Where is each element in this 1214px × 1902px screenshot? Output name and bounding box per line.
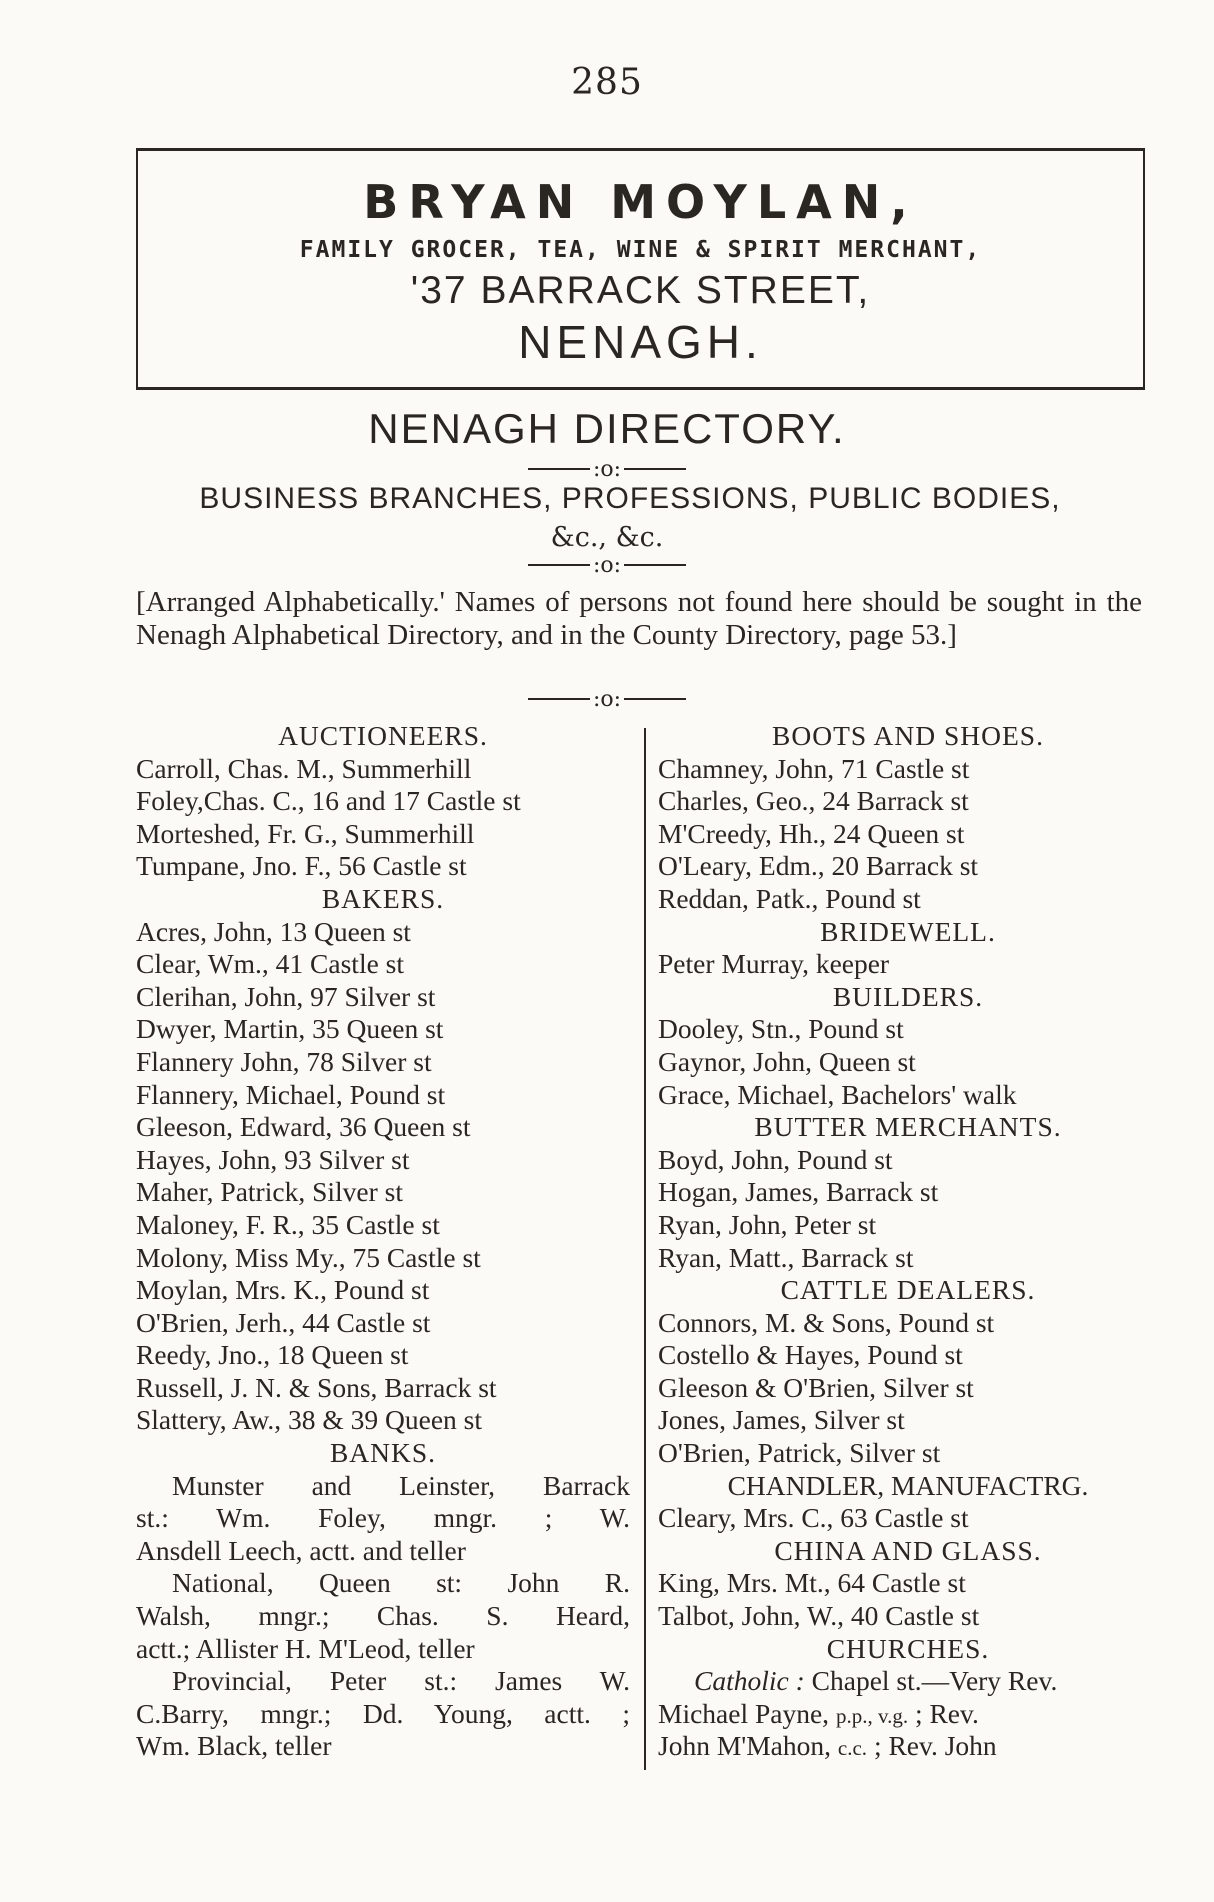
advert-trade: FAMILY GROCER, TEA, WINE & SPIRIT MERCHANT,	[299, 237, 982, 263]
list-item: Carroll, Chas. M., Summerhill	[136, 752, 472, 784]
list-item: Costello & Hayes, Pound st	[658, 1339, 963, 1371]
arrangement-note: [Arranged Alphabetically.' Names of persons not found here should be sought in the Nenagh Alphabetical Directory, and in the County Directory, page 53.]	[136, 586, 1142, 651]
churches-text: Chapel st.—Very Rev.	[804, 1665, 1058, 1697]
directory-subtitle-cont: &c., &c.	[550, 522, 664, 553]
list-item: Hogan, James, Barrack st	[658, 1176, 939, 1208]
list-item: O'Brien, Jerh., 44 Castle st	[136, 1306, 431, 1338]
list-item: Slattery, Aw., 38 & 39 Queen st	[136, 1404, 483, 1436]
list-item: Reddan, Patk., Pound st	[658, 882, 921, 914]
list-item: Grace, Michael, Bachelors' walk	[658, 1078, 1017, 1110]
column-divider	[644, 728, 646, 1770]
list-item: Hayes, John, 93 Silver st	[136, 1143, 410, 1175]
list-item: Acres, John, 13 Queen st	[136, 915, 411, 947]
paragraph-line: Munster and Leinster, Barrack	[172, 1469, 630, 1501]
section-heading: BAKERS.	[321, 882, 445, 914]
paragraph-line	[658, 1665, 1158, 1698]
left-column	[136, 720, 630, 1763]
paragraph-line: Walsh, mngr.; Chas. S. Heard,	[136, 1600, 630, 1632]
churches-text: Michael Payne,	[658, 1697, 836, 1729]
list-item: Gaynor, John, Queen st	[658, 1045, 916, 1077]
list-item: Chamney, John, 71 Castle st	[658, 752, 970, 784]
churches-text: ; Rev.	[908, 1697, 979, 1729]
page-number: 285	[571, 62, 643, 103]
list-item: Reedy, Jno., 18 Queen st	[136, 1339, 409, 1371]
list-item: Ryan, John, Peter st	[658, 1208, 877, 1240]
list-item: Moylan, Mrs. K., Pound st	[136, 1274, 430, 1306]
paragraph-line: actt.; Allister H. M'Leod, teller	[136, 1632, 475, 1664]
paragraph-line: Provincial, Peter st.: James W.	[172, 1665, 630, 1697]
section-heading: CHANDLER, MANUFACTRG.	[727, 1469, 1089, 1501]
paragraph-line: Ansdell Leech, actt. and teller	[136, 1534, 466, 1566]
section-heading: AUCTIONEERS.	[278, 720, 488, 751]
advertisement-box	[136, 148, 1145, 390]
section-heading: CHINA AND GLASS.	[774, 1534, 1042, 1566]
list-item: Maloney, F. R., 35 Castle st	[136, 1208, 440, 1240]
list-item: Connors, M. & Sons, Pound st	[658, 1306, 995, 1338]
list-item: Clerihan, John, 97 Silver st	[136, 980, 436, 1012]
list-item: O'Brien, Patrick, Silver st	[658, 1437, 941, 1469]
section-heading: BANKS.	[329, 1437, 437, 1469]
list-item: Talbot, John, W., 40 Castle st	[658, 1600, 980, 1632]
list-item: Cleary, Mrs. C., 63 Castle st	[658, 1502, 969, 1534]
list-item: Charles, Geo., 24 Barrack st	[658, 785, 969, 817]
list-item: King, Mrs. Mt., 64 Castle st	[658, 1567, 966, 1599]
section-heading: BUTTER MERCHANTS.	[754, 1111, 1062, 1143]
separator	[0, 552, 1214, 582]
list-item: O'Leary, Edm., 20 Barrack st	[658, 850, 979, 882]
paragraph-line: C.Barry, mngr.; Dd. Young, actt. ;	[136, 1697, 630, 1729]
list-item: Flannery, Michael, Pound st	[136, 1078, 446, 1110]
list-item: Flannery John, 78 Silver st	[136, 1045, 432, 1077]
separator-mark: :o:	[592, 552, 622, 578]
churches-text: ; Rev. John	[867, 1730, 997, 1762]
paragraph-line	[658, 1730, 1158, 1763]
list-item: Dwyer, Martin, 35 Queen st	[136, 1013, 444, 1045]
advert-town: NENAGH.	[518, 316, 763, 368]
right-column	[658, 720, 1158, 1763]
list-item: Gleeson & O'Brien, Silver st	[658, 1371, 974, 1403]
advert-name: BRYAN MOYLAN,	[363, 175, 918, 229]
directory-title: NENAGH DIRECTORY.	[368, 405, 846, 452]
directory-subtitle: BUSINESS BRANCHES, PROFESSIONS, PUBLIC BODIES,	[199, 482, 1061, 515]
paragraph-line: st.: Wm. Foley, mngr. ; W.	[136, 1502, 630, 1534]
list-item: Russell, J. N. & Sons, Barrack st	[136, 1371, 497, 1403]
separator	[0, 686, 1214, 716]
section-heading: BUILDERS.	[832, 980, 984, 1012]
list-item: Foley,Chas. C., 16 and 17 Castle st	[136, 785, 521, 817]
list-item: Boyd, John, Pound st	[658, 1143, 893, 1175]
list-item: Clear, Wm., 41 Castle st	[136, 948, 405, 980]
list-item: Jones, James, Silver st	[658, 1404, 905, 1436]
section-heading: BOOTS AND SHOES.	[772, 720, 1044, 751]
list-item: Maher, Patrick, Silver st	[136, 1176, 403, 1208]
separator-mark: :o:	[592, 686, 622, 712]
churches-label: Catholic :	[694, 1665, 805, 1697]
paragraph-line: Wm. Black, teller	[136, 1730, 332, 1762]
list-item: Tumpane, Jno. F., 56 Castle st	[136, 850, 467, 882]
list-item: Dooley, Stn., Pound st	[658, 1013, 904, 1045]
paragraph-line: National, Queen st: John R.	[172, 1567, 630, 1599]
separator-mark: :o:	[592, 456, 622, 482]
section-heading: CHURCHES.	[826, 1632, 990, 1664]
list-item: Morteshed, Fr. G., Summerhill	[136, 817, 475, 849]
list-item: M'Creedy, Hh., 24 Queen st	[658, 817, 965, 849]
list-item: Ryan, Matt., Barrack st	[658, 1241, 914, 1273]
section-heading: CATTLE DEALERS.	[780, 1274, 1036, 1306]
churches-title-abbrev: c.c.	[837, 1736, 868, 1761]
list-item: Peter Murray, keeper	[658, 948, 890, 980]
section-heading: BRIDEWELL.	[820, 915, 996, 947]
list-item: Molony, Miss My., 75 Castle st	[136, 1241, 481, 1273]
list-item: Gleeson, Edward, 36 Queen st	[136, 1111, 471, 1143]
churches-text: John M'Mahon,	[658, 1730, 838, 1762]
churches-title-abbrev: p.p., v.g.	[835, 1703, 909, 1728]
paragraph-line	[658, 1698, 1158, 1731]
advert-street: '37 BARRACK STREET,	[410, 269, 871, 312]
